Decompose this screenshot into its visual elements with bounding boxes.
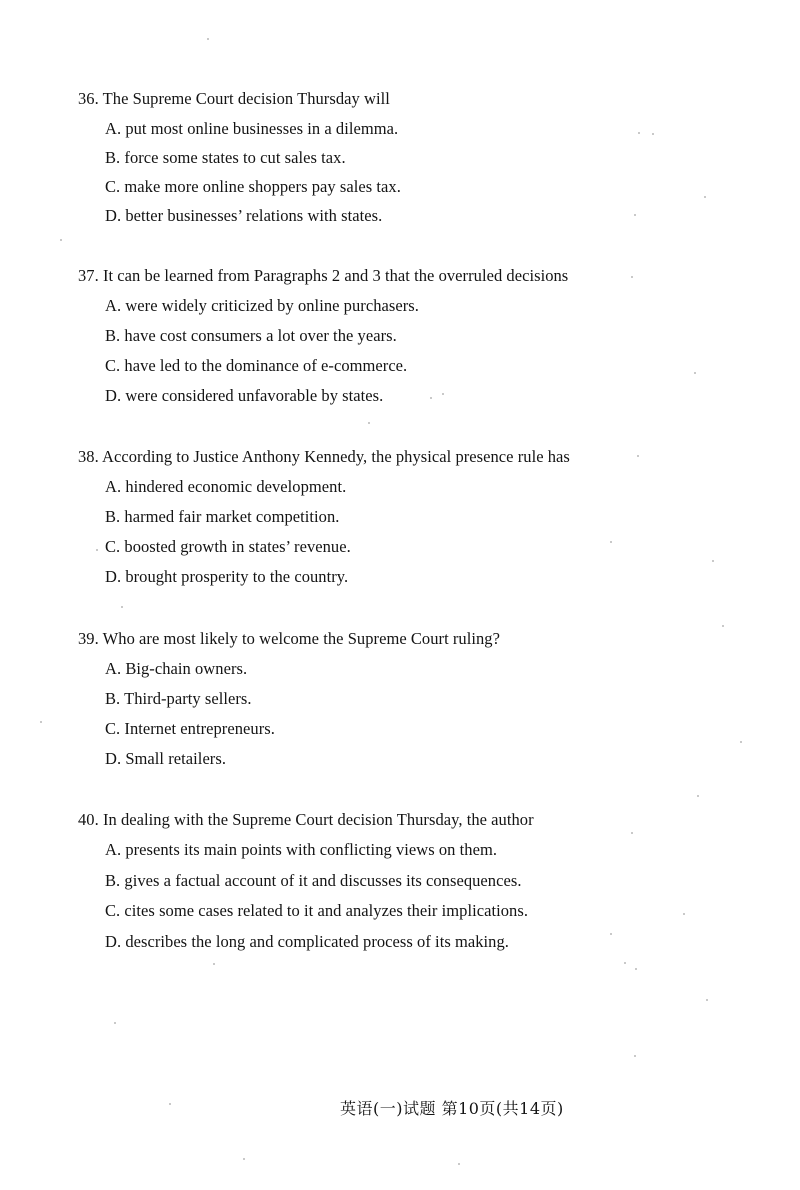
question-stem: 37. It can be learned from Paragraphs 2 and 3 that the overruled decisions [78, 266, 569, 285]
option-b: B. harmed fair market competition. [105, 507, 340, 526]
option-d: D. better businesses’ relations with states. [105, 206, 383, 225]
question-stem: 36. The Supreme Court decision Thursday will [78, 89, 390, 108]
question-stem: 38. According to Justice Anthony Kennedy, the physical presence rule has [78, 447, 570, 466]
option-a: A. Big-chain owners. [105, 659, 248, 678]
page-footer: 英语(一)试题 第10页(共14页) [340, 1099, 564, 1118]
option-d: D. were considered unfavorable by states. [105, 386, 384, 405]
option-c: C. Internet entrepreneurs. [105, 719, 275, 738]
option-c: C. boosted growth in states’ revenue. [105, 537, 351, 556]
option-c: C. make more online shoppers pay sales tax. [105, 177, 401, 196]
question-stem: 39. Who are most likely to welcome the Supreme Court ruling? [78, 629, 500, 648]
option-d: D. describes the long and complicated process of its making. [105, 932, 509, 951]
option-a: A. presents its main points with conflicting views on them. [105, 840, 498, 859]
option-b: B. Third-party sellers. [105, 689, 252, 708]
option-a: A. put most online businesses in a dilemma. [105, 119, 399, 138]
option-b: B. force some states to cut sales tax. [105, 148, 346, 167]
option-c: C. have led to the dominance of e-commerce. [105, 356, 408, 375]
option-b: B. gives a factual account of it and discusses its consequences. [105, 871, 522, 890]
option-d: D. Small retailers. [105, 749, 227, 768]
option-a: A. were widely criticized by online purchasers. [105, 296, 419, 315]
question-stem: 40. In dealing with the Supreme Court decision Thursday, the author [78, 810, 534, 829]
option-d: D. brought prosperity to the country. [105, 567, 349, 586]
option-a: A. hindered economic development. [105, 477, 347, 496]
option-c: C. cites some cases related to it and analyzes their implications. [105, 901, 529, 920]
option-b: B. have cost consumers a lot over the years. [105, 326, 397, 345]
